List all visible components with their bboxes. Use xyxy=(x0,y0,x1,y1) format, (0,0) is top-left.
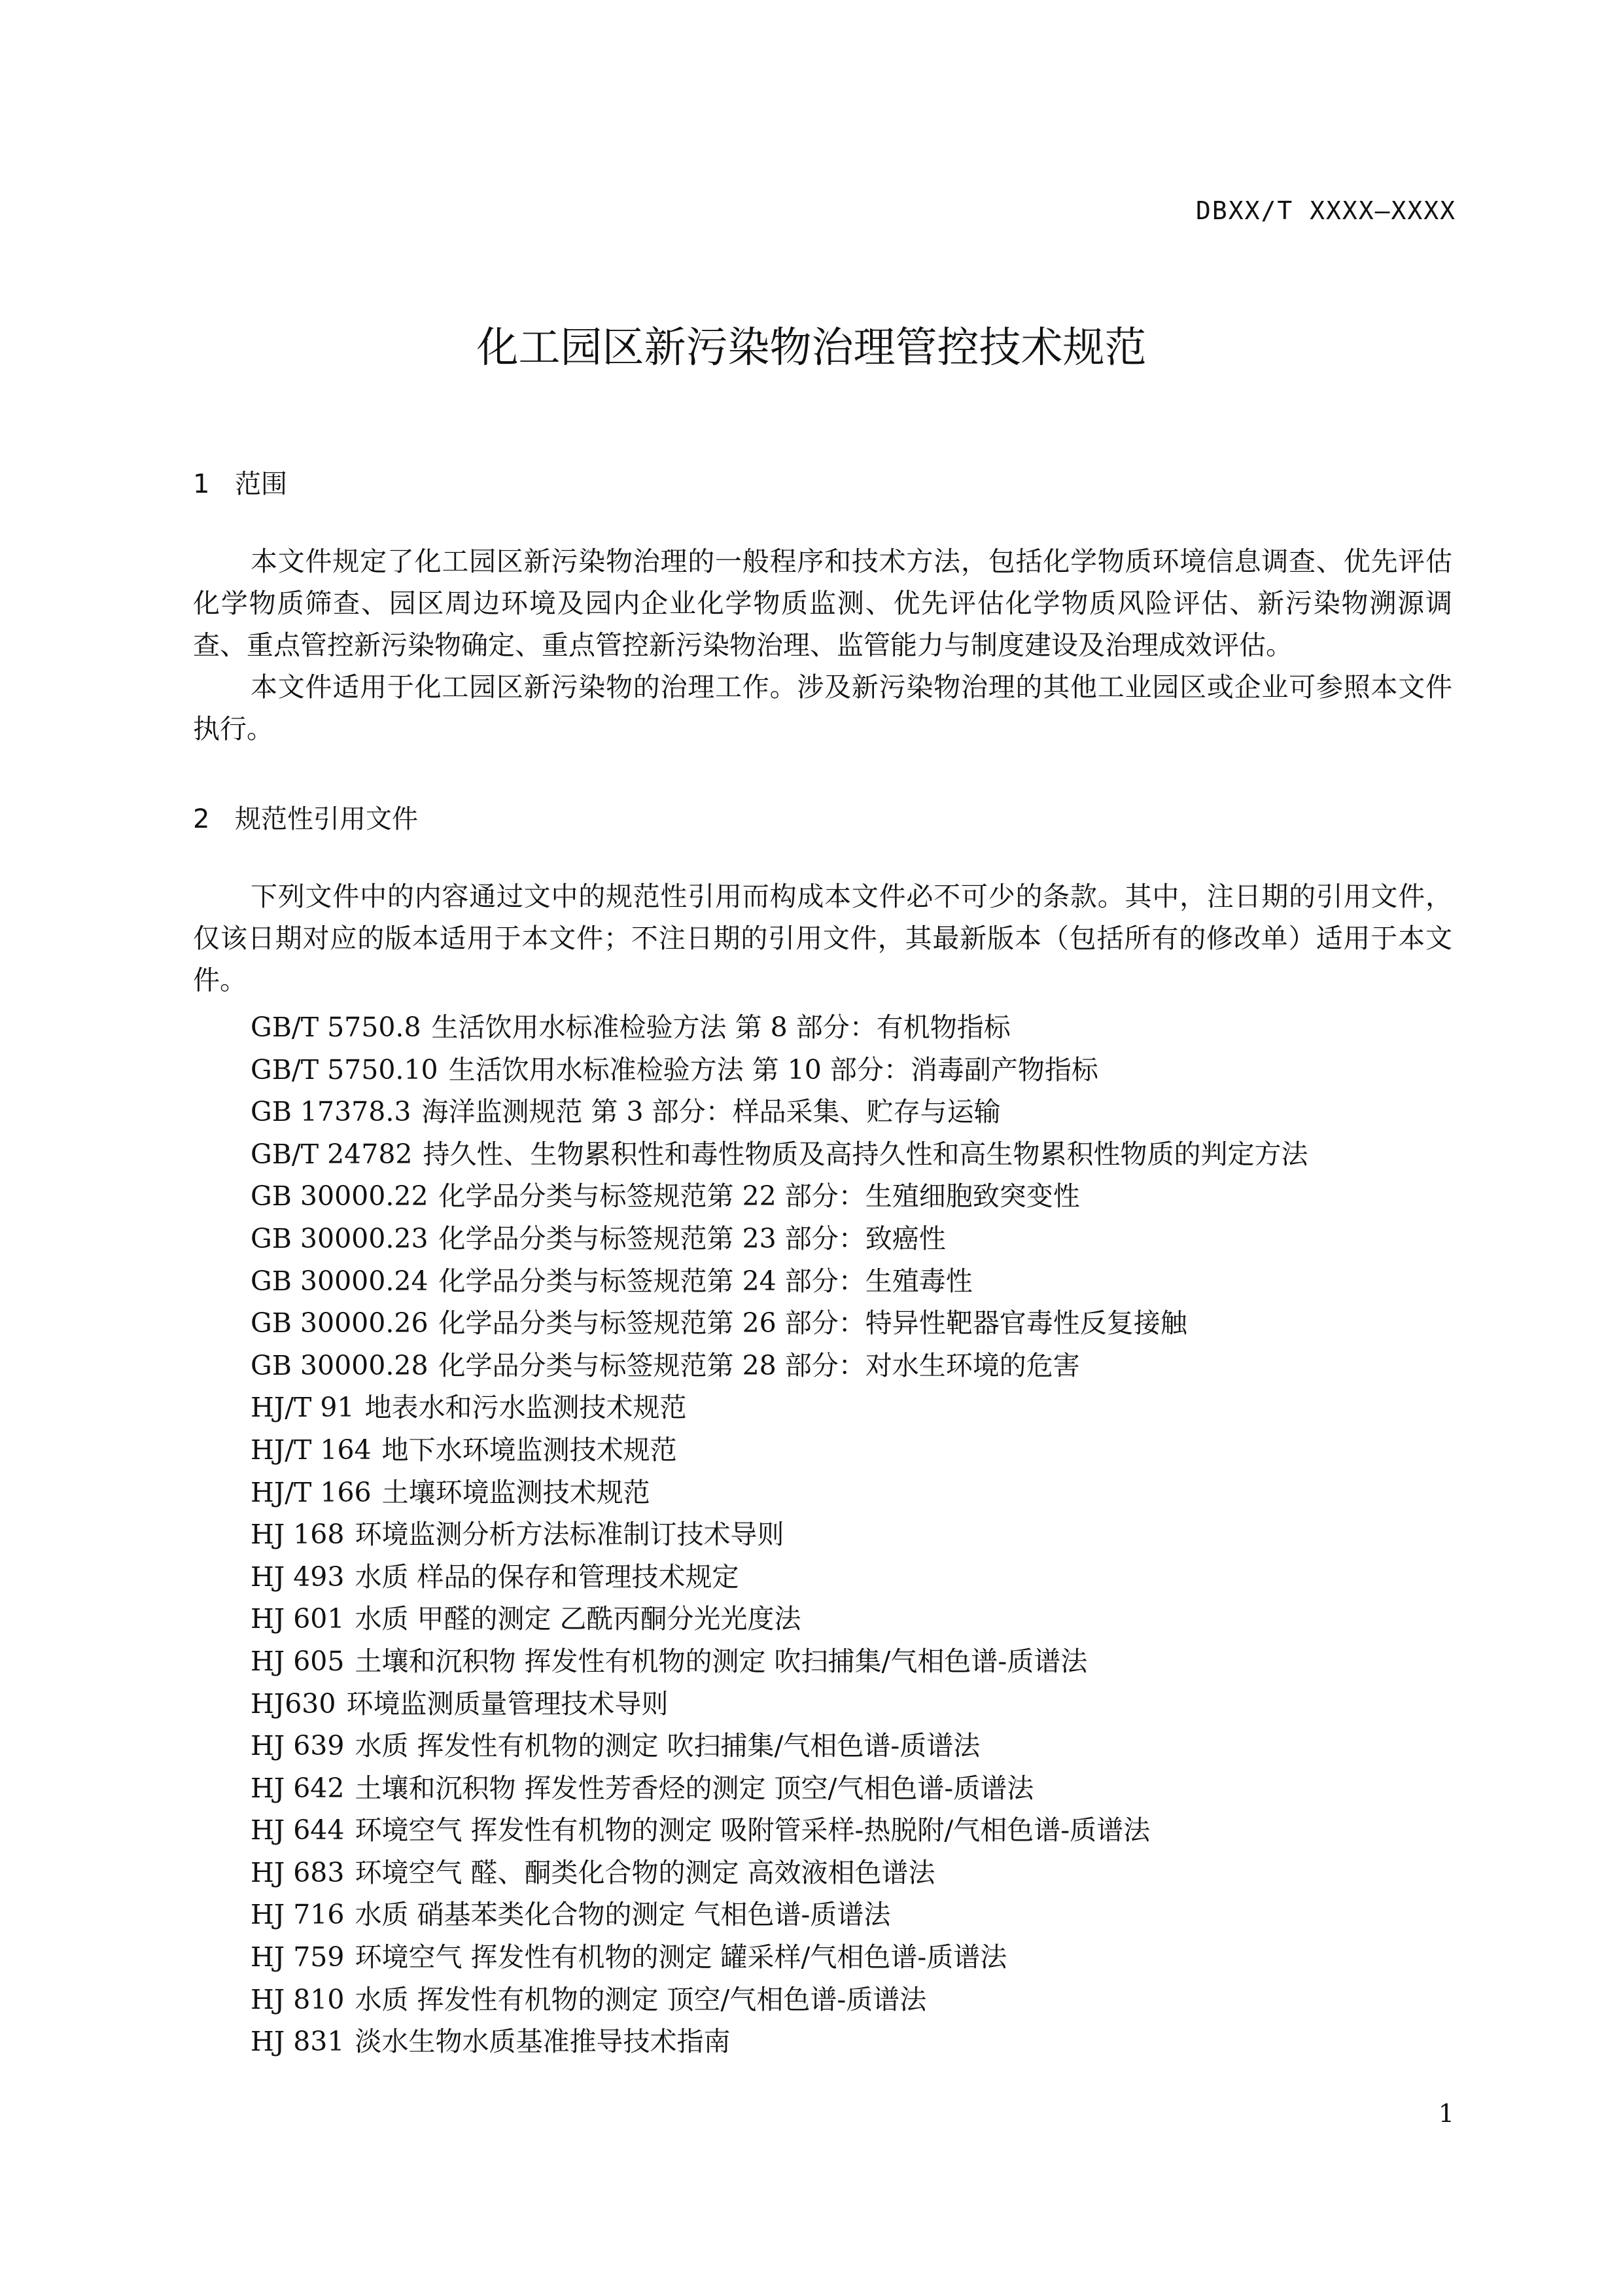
reference-item xyxy=(251,1598,1308,1640)
reference-code: HJ 810 xyxy=(251,1983,345,2015)
reference-item xyxy=(251,1852,1308,1894)
reference-title: 水质 挥发性有机物的测定 顶空/气相色谱-质谱法 xyxy=(355,1983,927,2015)
reference-title: 海洋监测规范 第 3 部分：样品采集、贮存与运输 xyxy=(421,1096,1001,1128)
reference-title: 土壤和沉积物 挥发性有机物的测定 吹扫捕集/气相色谱-质谱法 xyxy=(355,1645,1088,1677)
reference-title: 环境监测分析方法标准制订技术导则 xyxy=(355,1519,784,1551)
document-number: DBXX/T XXXX—XXXX xyxy=(1195,196,1456,225)
reference-title: 环境空气 挥发性有机物的测定 吸附管采样-热脱附/气相色谱-质谱法 xyxy=(355,1814,1151,1846)
reference-title: 化学品分类与标签规范第 23 部分：致癌性 xyxy=(438,1222,946,1254)
reference-title: 环境空气 挥发性有机物的测定 罐采样/气相色谱-质谱法 xyxy=(355,1941,1007,1973)
reference-code: HJ 716 xyxy=(251,1899,345,1931)
reference-item xyxy=(251,1091,1308,1133)
reference-item xyxy=(251,1049,1308,1091)
reference-code: GB 30000.28 xyxy=(251,1349,428,1381)
reference-item xyxy=(251,1472,1308,1514)
reference-title: 环境空气 醛、酮类化合物的测定 高效液相色谱法 xyxy=(355,1856,935,1888)
reference-item xyxy=(251,1302,1308,1345)
reference-item xyxy=(251,1767,1308,1810)
page-number: 1 xyxy=(1438,2099,1454,2128)
reference-item xyxy=(251,1725,1308,1767)
reference-code: HJ 642 xyxy=(251,1772,345,1804)
reference-code: GB/T 5750.10 xyxy=(251,1053,438,1086)
reference-item xyxy=(251,1513,1308,1556)
references-intro xyxy=(193,875,1452,1001)
reference-code: GB 30000.26 xyxy=(251,1307,428,1339)
reference-item xyxy=(251,1809,1308,1852)
reference-code: GB 17378.3 xyxy=(251,1096,411,1128)
reference-title: 水质 挥发性有机物的测定 吹扫捕集/气相色谱-质谱法 xyxy=(355,1730,981,1762)
reference-code: GB 30000.22 xyxy=(251,1180,428,1212)
reference-code: HJ/T 166 xyxy=(251,1476,372,1508)
reference-title: 持久性、生物累积性和毒性物质及高持久性和高生物累积性物质的判定方法 xyxy=(423,1138,1308,1170)
reference-title: 化学品分类与标签规范第 26 部分：特异性靶器官毒性反复接触 xyxy=(438,1307,1187,1339)
section-number: 2 xyxy=(193,804,210,834)
reference-code: HJ 168 xyxy=(251,1519,345,1551)
paragraph: 本文件规定了化工园区新污染物治理的一般程序和技术方法，包括化学物质环境信息调查、优先评估化学物质筛查、园区周边环境及园内企业化学物质监测、优先评估化学物质风险评估、新污染物溯源调查、重点管控新污染物确定、重点管控新污染物治理、监管能力与制度建设及治理成效评估。 xyxy=(193,546,1452,661)
section-number: 1 xyxy=(193,469,210,499)
reference-title: 地表水和污水监测技术规范 xyxy=(364,1392,687,1424)
reference-title: 生活饮用水标准检验方法 第 8 部分：有机物指标 xyxy=(431,1012,1011,1043)
reference-item xyxy=(251,1640,1308,1683)
paragraph: 下列文件中的内容通过文中的规范性引用而构成本文件必不可少的条款。其中，注日期的引用文件，仅该日期对应的版本适用于本文件；不注日期的引用文件，其最新版本（包括所有的修改单）适用于本文件。 xyxy=(193,881,1452,996)
reference-title: 水质 硝基苯类化合物的测定 气相色谱-质谱法 xyxy=(355,1899,891,1931)
reference-code: HJ/T 164 xyxy=(251,1434,372,1466)
reference-item xyxy=(251,1006,1308,1049)
section-title: 范围 xyxy=(235,469,287,499)
reference-item xyxy=(251,1386,1308,1429)
reference-title: 水质 甲醛的测定 乙酰丙酮分光光度法 xyxy=(355,1603,801,1635)
reference-code: HJ 759 xyxy=(251,1941,345,1973)
reference-item xyxy=(251,1979,1308,2021)
document-title: 化工园区新污染物治理管控技术规范 xyxy=(476,324,1147,372)
reference-code: HJ 601 xyxy=(251,1603,345,1635)
reference-item xyxy=(251,1133,1308,1176)
reference-code: HJ 831 xyxy=(251,2026,345,2058)
reference-title: 化学品分类与标签规范第 22 部分：生殖细胞致突变性 xyxy=(438,1180,1080,1212)
reference-item xyxy=(251,1260,1308,1303)
scope-body xyxy=(193,540,1452,750)
reference-item xyxy=(251,1218,1308,1260)
reference-code: HJ 644 xyxy=(251,1814,345,1846)
section-heading-normative-references xyxy=(193,798,418,836)
reference-title: 土壤环境监测技术规范 xyxy=(381,1476,650,1508)
reference-code: GB 30000.24 xyxy=(251,1265,428,1297)
reference-item xyxy=(251,1683,1308,1725)
reference-code: HJ 683 xyxy=(251,1856,345,1888)
reference-title: 淡水生物水质基准推导技术指南 xyxy=(355,2026,731,2058)
reference-title: 水质 样品的保存和管理技术规定 xyxy=(355,1561,739,1593)
reference-title: 生活饮用水标准检验方法 第 10 部分：消毒副产物指标 xyxy=(448,1053,1098,1086)
reference-code: HJ 493 xyxy=(251,1561,345,1593)
reference-list xyxy=(251,1006,1308,2063)
reference-code: GB/T 24782 xyxy=(251,1138,413,1170)
reference-item xyxy=(251,1345,1308,1387)
reference-code: GB/T 5750.8 xyxy=(251,1012,421,1043)
reference-item xyxy=(251,1556,1308,1598)
reference-title: 环境监测质量管理技术导则 xyxy=(346,1687,669,1720)
reference-code: HJ/T 91 xyxy=(251,1392,355,1424)
reference-item xyxy=(251,1429,1308,1472)
reference-title: 土壤和沉积物 挥发性芳香烃的测定 顶空/气相色谱-质谱法 xyxy=(355,1772,1034,1804)
section-title: 规范性引用文件 xyxy=(235,804,418,834)
reference-title: 化学品分类与标签规范第 28 部分：对水生环境的危害 xyxy=(438,1349,1080,1381)
reference-item xyxy=(251,2021,1308,2063)
reference-code: GB 30000.23 xyxy=(251,1222,428,1254)
reference-item xyxy=(251,1175,1308,1218)
reference-code: HJ630 xyxy=(251,1687,336,1720)
reference-title: 化学品分类与标签规范第 24 部分：生殖毒性 xyxy=(438,1265,973,1297)
reference-item xyxy=(251,1894,1308,1936)
reference-code: HJ 639 xyxy=(251,1730,345,1762)
reference-title: 地下水环境监测技术规范 xyxy=(381,1434,677,1466)
reference-item xyxy=(251,1936,1308,1979)
paragraph: 本文件适用于化工园区新污染物的治理工作。涉及新污染物治理的其他工业园区或企业可参照本文件执行。 xyxy=(193,671,1452,745)
reference-code: HJ 605 xyxy=(251,1645,345,1677)
section-heading-scope xyxy=(193,463,287,501)
